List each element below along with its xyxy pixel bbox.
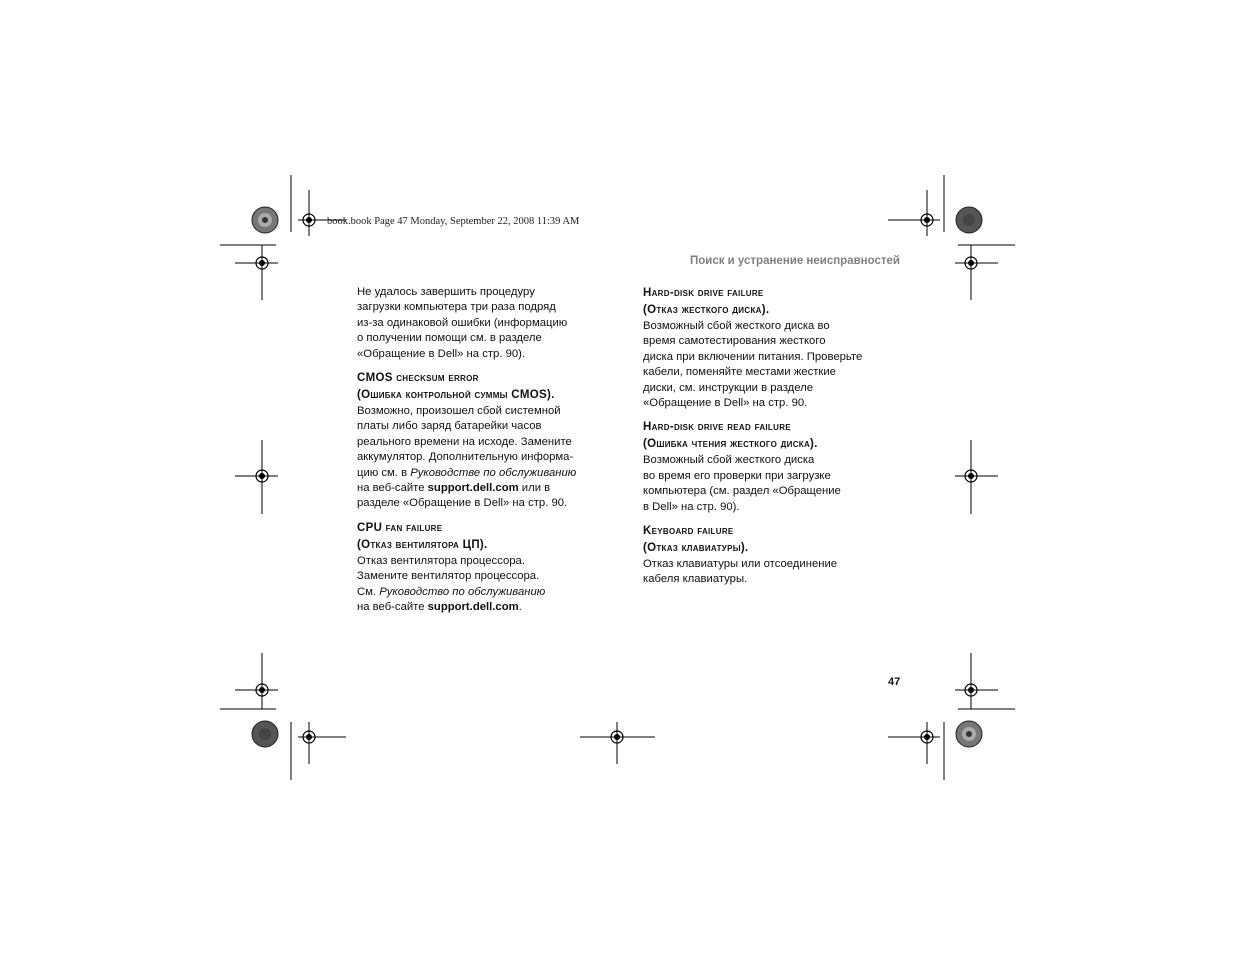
service-manual-ref: Руководстве по обслуживанию xyxy=(410,466,577,479)
sunburst-target xyxy=(252,207,278,233)
cpu-heading-ru: (Отказ вентилятора ЦП). xyxy=(357,538,488,551)
registration-mark xyxy=(298,190,346,236)
cmos-body-text: Возможно, произошел сбой системной платы либо заряд батарейки часов реального времени на исходе. Замените аккумулятор. Дополнительную информа- цию см. в xyxy=(357,405,574,479)
registration-mark xyxy=(580,722,655,764)
cmos-heading-ru: (Ошибка контрольной суммы CMOS). xyxy=(357,389,555,402)
sunburst-target xyxy=(956,721,982,747)
support-site-link[interactable]: support.dell.com xyxy=(427,601,519,614)
left-column xyxy=(357,285,597,616)
hdd-read-heading-en: Hard-disk drive read failure xyxy=(643,421,791,434)
hdd-read-body: Возможный сбой жесткого диска во время его проверки при загрузке компьютера (см. раздел «Обращение в Dell» на стр. 90). xyxy=(643,454,841,513)
sunburst-target xyxy=(252,721,278,747)
cmos-body xyxy=(357,404,597,512)
cpu-body-text: на веб-сайте xyxy=(357,601,425,614)
registration-mark xyxy=(235,653,278,709)
intro-paragraph: Не удалось завершить процедуру загрузки компьютера три раза подряд из-за одинаковой ошибки (информацию о получении помощи см. в разделе «Обращение в Dell» на стр. 90). xyxy=(357,286,568,360)
running-head: Поиск и устранение неисправностей xyxy=(689,255,900,267)
registration-mark xyxy=(888,722,940,764)
cmos-body-text: или в разделе «Обращение в Dell» на стр. 90. xyxy=(357,482,568,510)
cpu-body-text: . xyxy=(518,601,522,614)
registration-mark xyxy=(235,440,278,514)
keyboard-heading-en: Keyboard failure xyxy=(643,525,734,538)
support-site-link[interactable]: support.dell.com xyxy=(427,482,519,495)
sunburst-target xyxy=(956,207,982,233)
service-manual-ref: Руководство по обслуживанию xyxy=(379,585,546,598)
cpu-heading-en: CPU fan failure xyxy=(357,521,443,534)
hdd-failure-body: Возможный сбой жесткого диска во время самотестирования жесткого диска при включении питания. Проверьте кабели, поменяйте местами жесткие диски, см. инструкции в разделе «Обращение в Dell» на стр. 90. xyxy=(643,320,863,410)
registration-mark xyxy=(298,722,346,764)
registration-mark xyxy=(955,440,998,514)
hdd-failure-heading-en: Hard-disk drive failure xyxy=(643,287,764,299)
cpu-body xyxy=(357,554,597,616)
registration-mark xyxy=(955,245,998,300)
file-info-line: book.book Page 47 Monday, September 22, 2008 11:39 AM xyxy=(327,216,580,227)
registration-mark xyxy=(235,245,278,300)
keyboard-heading-ru: (Отказ клавиатуры). xyxy=(643,542,749,555)
keyboard-body: Отказ клавиатуры или отсоединение кабеля клавиатуры. xyxy=(643,558,838,586)
cmos-body-text: на веб-сайте xyxy=(357,482,425,495)
right-column xyxy=(643,285,883,588)
cmos-heading-en: CMOS checksum error xyxy=(357,372,479,385)
page-number: 47 xyxy=(888,676,901,688)
hdd-read-heading-ru: (Ошибка чтения жесткого диска). xyxy=(643,438,818,451)
registration-mark xyxy=(888,190,940,236)
cpu-body-text: Отказ вентилятора процессора. Замените вентилятор процессора. См. xyxy=(357,554,540,598)
hdd-failure-heading-ru: (Отказ жесткого диска). xyxy=(643,304,770,316)
registration-mark xyxy=(955,653,998,709)
